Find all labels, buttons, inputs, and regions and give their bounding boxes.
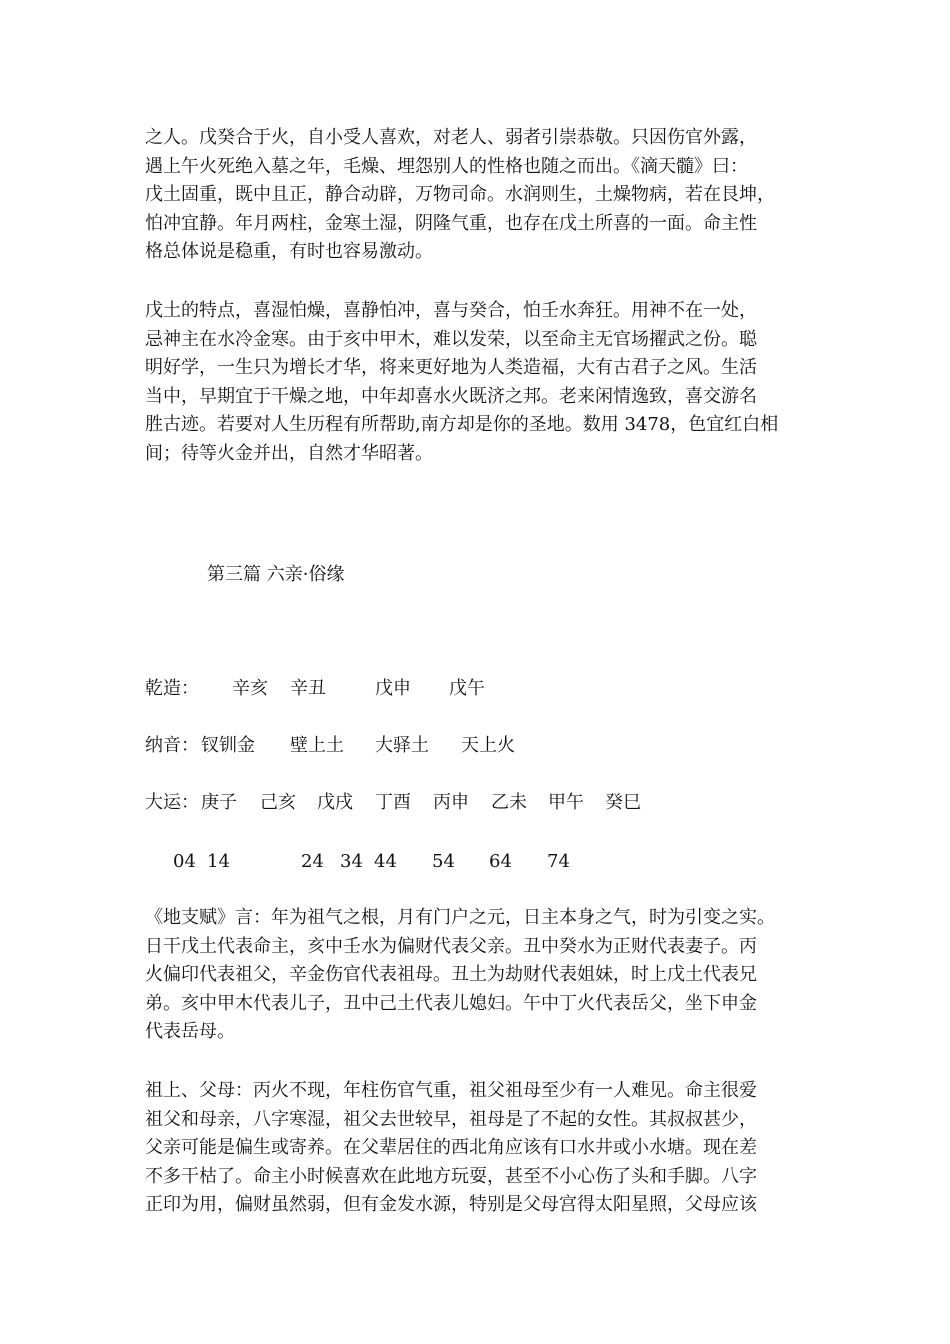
text-line: 火偏印代表祖父，辛金伤官代表祖母。丑土为劫财代表姐妹，时上戊土代表兄 [145,964,757,985]
pillar-month: 辛丑 [290,678,326,699]
dayun-item: 甲午 [548,792,584,813]
pillar-hour: 戊午 [449,678,485,699]
nayin-item: 大驿土 [375,735,429,756]
age-item: 14 [207,851,230,872]
nayin-label: 纳音： [145,735,199,756]
age-item: 74 [547,851,570,872]
text-line: 格总体说是稳重，有时也容易激动。 [145,241,433,262]
text-line: 代表岳母。 [145,1021,235,1042]
chapter-heading: 第三篇 六亲·俗缘 [207,564,345,585]
age-item: 54 [432,851,455,872]
paragraph-earth-traits [145,297,825,468]
dayun-item: 乙未 [491,792,527,813]
text-line: 间；待等火金并出，自然才华昭著。 [145,442,433,464]
text-line: 不多干枯了。命主小时候喜欢在此地方玩耍，甚至不小心伤了头和手脚。八字 [145,1165,757,1187]
age-item: 44 [374,851,397,872]
text-line: 戊土固重，既中且正，静合动辟，万物司命。水润则生，土燥物病，若在艮坤， [145,184,775,205]
qianzao-label: 乾造： [145,678,199,699]
text-line: 祖父和母亲，八字寒湿，祖父去世较早，祖母是了不起的女性。其叔叔甚少， [145,1108,757,1130]
text-line: 弟。亥中甲木代表儿子，丑中己土代表儿媳妇。午中丁火代表岳父，坐下申金 [145,992,757,1014]
nayin-item: 壁上土 [290,735,344,756]
paragraph-dizhi-fu [145,904,825,1047]
text-line: 父亲可能是偏生或寄养。在父辈居住的西北角应该有口水井或小水塘。现在差 [145,1137,757,1158]
text-line: 正印为用，偏财虽然弱，但有金发水源，特别是父母宫得太阳星照，父母应该 [145,1194,757,1215]
dayun-label: 大运： [145,792,199,813]
text-line: 怕冲宜静。年月两柱，金寒土湿，阴隆气重，也存在戊土所喜的一面。命主性 [145,212,757,234]
dayun-item: 庚子 [201,792,237,813]
age-item: 04 [173,851,196,872]
text-line: 胜古迹。若要对人生历程有所帮助,南方却是你的圣地。数用 3478，色宜红白相 [145,414,779,435]
text-line: 戊土的特点，喜湿怕燥，喜静怕冲，喜与癸合，怕壬水奔狂。用神不在一处， [145,300,757,321]
dayun-item: 癸巳 [605,792,641,813]
nayin-item: 天上火 [461,735,515,756]
dayun-item: 丁酉 [375,792,411,813]
text-line: 明好学，一生只为增长才华，将来更好地为人类造福，大有古君子之风。生活 [145,357,757,378]
pillar-year: 辛亥 [232,678,268,699]
dayun-item: 丙申 [433,792,469,813]
paragraph-ancestors-parents [145,1077,825,1220]
text-line: 祖上、父母：丙火不现，年柱伤官气重，祖父祖母至少有一人难见。命主很爱 [145,1080,757,1101]
age-item: 24 [301,851,324,872]
text-line: 《地支赋》言：年为祖气之根，月有门户之元，日主本身之气，时为引变之实。 [145,907,775,928]
dayun-item: 戊戌 [317,792,353,813]
text-line: 日干戊土代表命主，亥中壬水为偏财代表父亲。丑中癸水为正财代表妻子。丙 [145,935,757,957]
text-line: 当中，早期宜于干燥之地，中年却喜水火既济之邦。老来闲情逸致，喜交游名 [145,385,757,407]
text-line: 遇上午火死绝入墓之年，毛燥、埋怨别人的性格也随之而出。《滴天髓》曰： [145,155,748,177]
age-item: 34 [340,851,363,872]
dayun-item: 己亥 [260,792,296,813]
nayin-item: 钗钏金 [201,735,255,756]
text-line: 忌神主在水冷金寒。由于亥中甲木，难以发荣，以至命主无官场擢武之份。聪 [145,328,757,350]
text-line: 之人。戊癸合于火，自小受人喜欢，对老人、弱者引崇恭敬。只因伤官外露， [145,127,757,148]
age-item: 64 [489,851,512,872]
pillar-day: 戊申 [375,678,411,699]
paragraph-personality [145,124,825,267]
